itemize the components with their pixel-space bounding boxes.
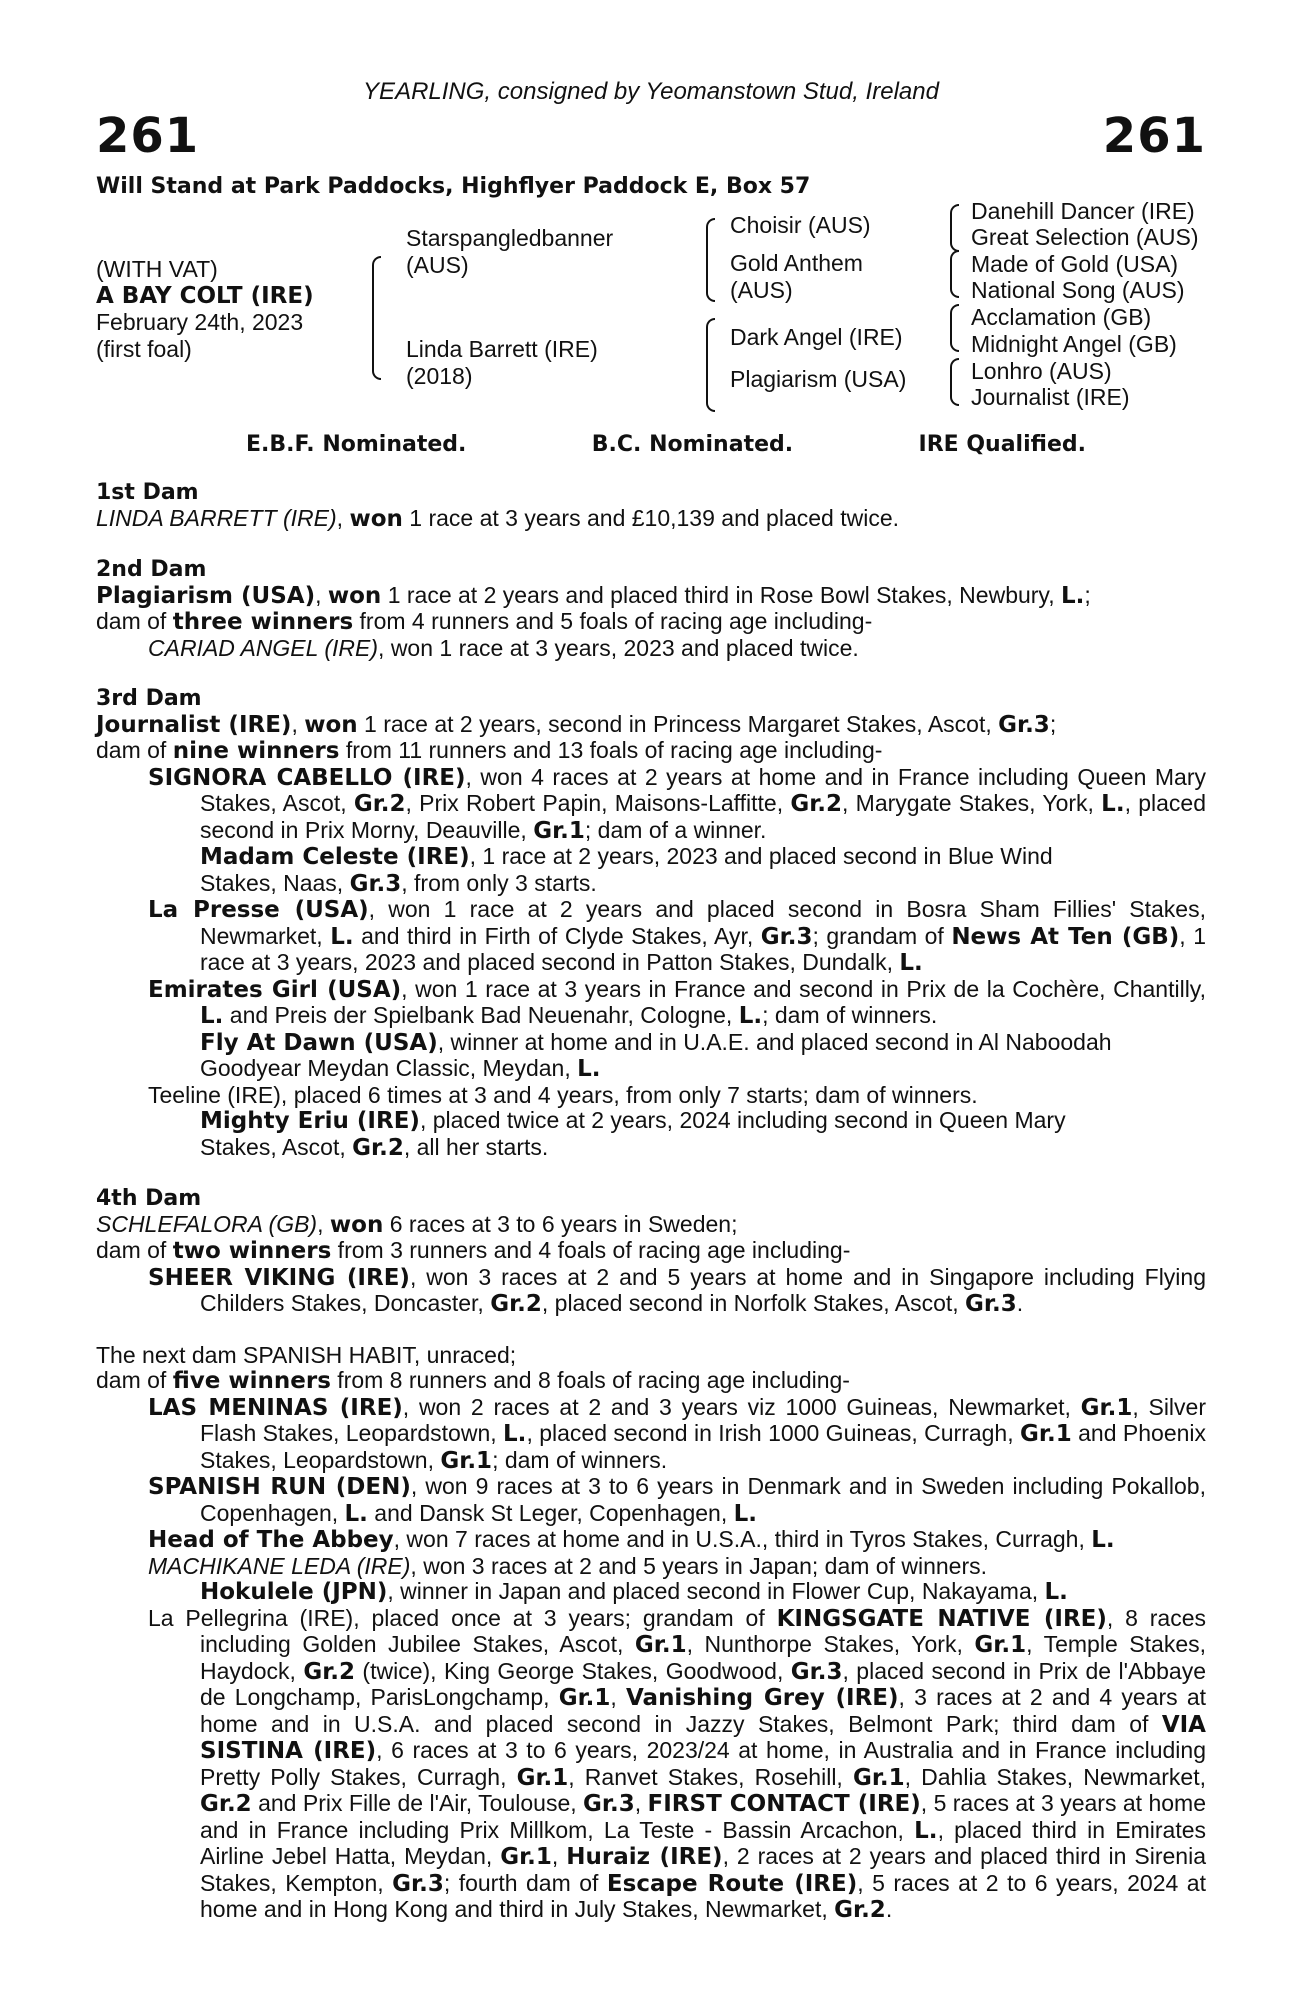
second-dam-text: Plagiarism (USA), won 1 race at 2 years and placed third in Rose Bowl Stakes, Newbury, L.; xyxy=(96,581,1091,609)
dam-name: Linda Barrett (IRE) xyxy=(406,336,598,362)
spanish-run: SPANISH RUN (DEN), won 9 races at 3 to 6 years in Denmark and in Sweden including Pokallob, Copenhagen, L. and Dansk St Leger, Copenhagen, L. xyxy=(148,1473,1206,1527)
gg-brace-2 xyxy=(950,250,959,298)
gg-danehill: Danehill Dancer (IRE) xyxy=(971,198,1195,224)
dam-year: (2018) xyxy=(406,363,473,389)
first-dam-heading: 1st Dam xyxy=(96,480,199,505)
gg-midnight-angel: Midnight Angel (GB) xyxy=(971,331,1177,357)
third-dam-text: Journalist (IRE), won 1 race at 2 years, second in Princess Margaret Stakes, Ascot, Gr.3; xyxy=(96,710,1057,738)
second-dam-heading: 2nd Dam xyxy=(96,557,207,582)
cariad-angel: CARIAD ANGEL (IRE), won 1 race at 3 years, 2023 and placed twice. xyxy=(148,634,859,661)
sire-sire: Choisir (AUS) xyxy=(730,212,871,238)
signora-cabello: SIGNORA CABELLO (IRE), won 4 races at 2 years at home and in France including Queen Mary Stakes, Ascot, Gr.2, Prix Robert Papin, Maisons-Laffitte, Gr.2, Marygate Stakes, York, L., placed second in Prix Morny, Deauville, Gr.1; dam of a winner. xyxy=(148,763,1206,844)
sheer-viking: SHEER VIKING (IRE), won 3 races at 2 and 5 years at home and in Singapore including Flying Childers Stakes, Doncaster, Gr.2, placed second in Norfolk Stakes, Ascot, Gr.3. xyxy=(148,1263,1206,1317)
gg-lonhro: Lonhro (AUS) xyxy=(971,358,1112,384)
gg-brace-4 xyxy=(950,358,959,406)
fly-at-dawn-cont: Goodyear Meydan Classic, Meydan, L. xyxy=(200,1055,601,1082)
la-presse: La Presse (USA), won 1 race at 2 years and placed second in Bosra Sham Fillies' Stakes, Newmarket, L. and third in Firth of Clyde Stakes, Ayr, Gr.3; grandam of News At Ten (GB), 1 race at 3 years, 2023 and placed second in Patton Stakes, Dundalk, L. xyxy=(148,896,1206,976)
fly-at-dawn: Fly At Dawn (USA), winner at home and in U.A.E. and placed second in Al Naboodah xyxy=(200,1028,1112,1056)
horse-note: (first foal) xyxy=(96,336,192,362)
dam-sire: Dark Angel (IRE) xyxy=(730,324,903,350)
nominations-row xyxy=(246,432,1086,457)
horse-dob: February 24th, 2023 xyxy=(96,309,304,335)
gg-brace-3 xyxy=(950,304,959,352)
stand-location: Will Stand at Park Paddocks, Highflyer Paddock E, Box 57 xyxy=(96,174,811,199)
sire-brace xyxy=(706,218,715,302)
las-meninas: LAS MENINAS (IRE), won 2 races at 2 and 3 years viz 1000 Guineas, Newmarket, Gr.1, Silver Flash Stakes, Leopardstown, L., placed second in Irish 1000 Guineas, Curragh, Gr.1 and Phoenix Stakes, Leopardstown, Gr.1; dam of winners. xyxy=(148,1393,1207,1474)
pedigree-brace xyxy=(372,256,381,380)
emirates-girl: Emirates Girl (USA), won 1 race at 3 years in France and second in Prix de la Cochère, Chantilly, L. and Preis der Spielbank Bad Neuenahr, Cologne, L.; dam of winners. xyxy=(148,975,1206,1029)
ebf-nominated: E.B.F. Nominated. xyxy=(246,432,467,457)
third-dam-produce: dam of nine winners from 11 runners and 13 foals of racing age including- xyxy=(96,737,883,764)
gg-brace-1 xyxy=(950,204,959,252)
bc-nominated: B.C. Nominated. xyxy=(591,432,794,457)
second-dam-produce: dam of three winners from 4 runners and 5 foals of racing age including- xyxy=(96,608,873,635)
gg-great-selection: Great Selection (AUS) xyxy=(971,224,1199,250)
mighty-eriu-cont: Stakes, Ascot, Gr.2, all her starts. xyxy=(200,1133,549,1161)
gg-acclamation: Acclamation (GB) xyxy=(971,304,1152,330)
fourth-dam-heading: 4th Dam xyxy=(96,1186,202,1211)
horse-name: A BAY COLT (IRE) xyxy=(96,283,314,309)
horse-vat: (WITH VAT) xyxy=(96,256,218,282)
consignor-line: YEARLING, consigned by Yeomanstown Stud, Ireland xyxy=(363,78,939,105)
sire-country: (AUS) xyxy=(406,252,469,278)
family-notes xyxy=(96,480,1206,1924)
sire-dam: Gold Anthem xyxy=(730,250,863,276)
sire-dam-country: (AUS) xyxy=(730,277,793,303)
gg-made-of-gold: Made of Gold (USA) xyxy=(971,251,1179,277)
fourth-dam-produce: dam of two winners from 3 runners and 4 foals of racing age including- xyxy=(96,1237,851,1264)
madam-celeste-cont: Stakes, Naas, Gr.3, from only 3 starts. xyxy=(200,869,597,897)
next-dam-text: The next dam SPANISH HABIT, unraced; xyxy=(96,1341,517,1368)
ire-qualified: IRE Qualified. xyxy=(918,432,1086,457)
fourth-dam-text: SCHLEFALORA (GB), won 6 races at 3 to 6 years in Sweden; xyxy=(96,1210,738,1238)
mighty-eriu: Mighty Eriu (IRE), placed twice at 2 years, 2024 including second in Queen Mary xyxy=(200,1107,1066,1134)
gg-journalist: Journalist (IRE) xyxy=(971,384,1130,410)
hokulele: Hokulele (JPN), winner in Japan and placed second in Flower Cup, Nakayama, L. xyxy=(200,1578,1068,1605)
gg-national-song: National Song (AUS) xyxy=(971,277,1185,303)
sire-name: Starspangledbanner xyxy=(406,225,614,251)
dam-dam: Plagiarism (USA) xyxy=(730,366,907,392)
next-dam-produce: dam of five winners from 8 runners and 8 foals of racing age including- xyxy=(96,1367,850,1394)
machikane-leda: MACHIKANE LEDA (IRE), won 3 races at 2 and 5 years in Japan; dam of winners. xyxy=(148,1552,988,1579)
dam-brace xyxy=(706,318,715,412)
lot-number-left: 261 xyxy=(96,108,200,164)
third-dam-heading: 3rd Dam xyxy=(96,686,202,711)
first-dam-text: LINDA BARRETT (IRE), won 1 race at 3 years and £10,139 and placed twice. xyxy=(96,504,899,532)
teeline: Teeline (IRE), placed 6 times at 3 and 4 years, from only 7 starts; dam of winners. xyxy=(148,1081,978,1108)
madam-celeste: Madam Celeste (IRE), 1 race at 2 years, 2023 and placed second in Blue Wind xyxy=(200,843,1053,870)
head-of-the-abbey: Head of The Abbey, won 7 races at home and in U.S.A., third in Tyros Stakes, Curragh, L. xyxy=(148,1526,1115,1553)
la-pellegrina: La Pellegrina (IRE), placed once at 3 years; grandam of KINGSGATE NATIVE (IRE), 8 races including Golden Jubilee Stakes, Ascot, Gr.1, Nunthorpe Stakes, York, Gr.1, Temple Stakes, Haydock, Gr.2 (twice), King George Stakes, Goodwood, Gr.3, placed second in Prix de l'Abbaye de Longchamp, ParisLongchamp, Gr.1, Vanishing Grey (IRE), 3 races at 2 and 4 years at home and in U.S.A. and placed second in Jazzy Stakes, Belmont Park; third dam of VIA SISTINA (IRE), 6 races at 3 to 6 years, 2023/24 at home, in Australia and in France including Pretty Polly Stakes, Curragh, Gr.1, Ranvet Stakes, Rosehill, Gr.1, Dahlia Stakes, Newmarket, Gr.2 and Prix Fille de l'Air, Toulouse, Gr.3, FIRST CONTACT (IRE), 5 races at 3 years at home and in France including Prix Millkom, La Teste - Bassin Arcachon, L., placed third in Emirates Airline Jebel Hatta, Meydan, Gr.1, Huraiz (IRE), 2 races at 2 years and placed third in Sirenia Stakes, Kempton, Gr.3; fourth dam of Escape Route (IRE), 5 races at 2 to 6 years, 2024 at home and in Hong Kong and third in July Stakes, Newmarket, Gr.2. xyxy=(148,1604,1207,1923)
lot-number-right: 261 xyxy=(1102,108,1206,164)
